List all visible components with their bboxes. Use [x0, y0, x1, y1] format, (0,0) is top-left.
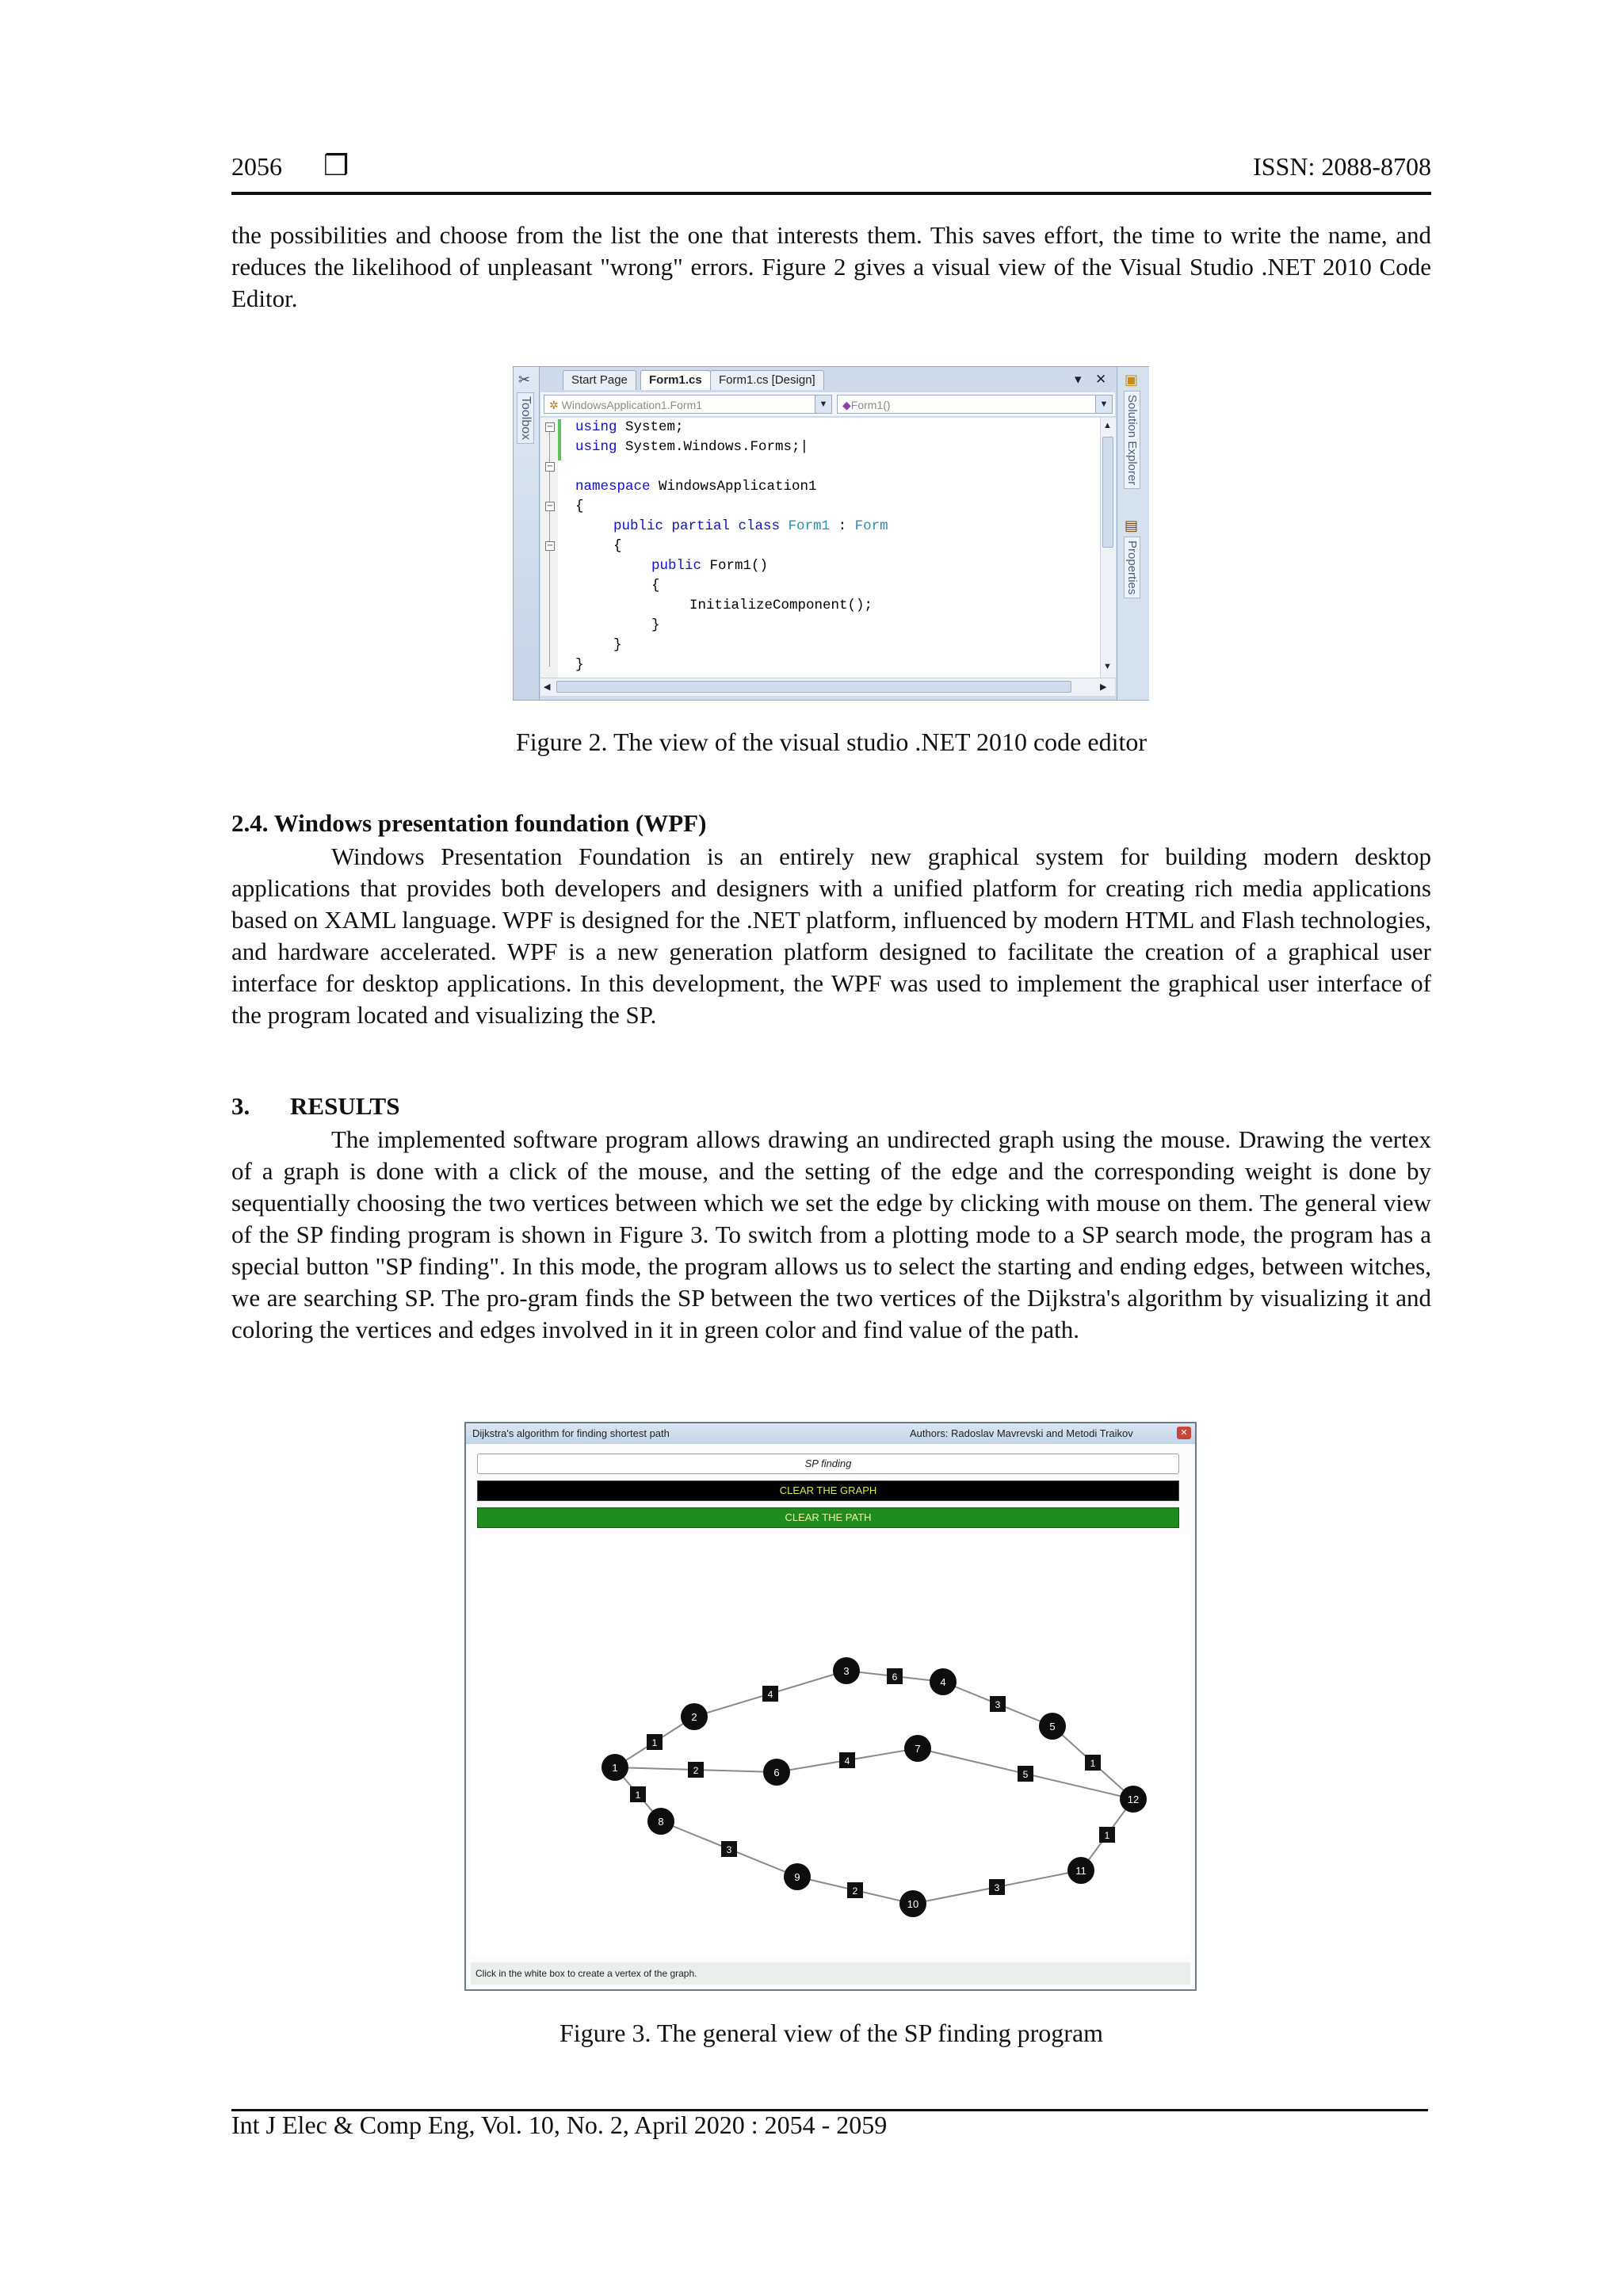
collapse-icon[interactable]: − — [546, 422, 554, 431]
edge-weight-label: 1 — [1104, 1830, 1110, 1841]
tab-form1-design[interactable]: Form1.cs [Design] — [710, 370, 824, 390]
scroll-left-icon[interactable]: ◀ — [544, 682, 551, 692]
vertex-label: 9 — [794, 1871, 800, 1883]
issn: ISSN: 2088-8708 — [1253, 152, 1431, 181]
figure3-caption: Figure 3. The general view of the SP finding program — [559, 2019, 1104, 2047]
collapse-icon[interactable]: − — [546, 462, 554, 471]
code-area[interactable] — [540, 418, 1100, 678]
chevron-down-icon[interactable]: ▼ — [1095, 395, 1112, 413]
vertex-label: 2 — [691, 1711, 697, 1723]
chevron-down-icon[interactable]: ▼ — [815, 395, 831, 413]
section-3-number: 3. — [231, 1092, 250, 1120]
edge-weight-label: 4 — [844, 1755, 850, 1767]
edge-weight-label: 6 — [892, 1671, 898, 1683]
solution-explorer-tab[interactable]: Solution Explorer — [1124, 391, 1140, 489]
code-line: public partial class Form1 : Form — [613, 518, 888, 534]
edge-weight-label: 1 — [651, 1737, 658, 1748]
edge-weight-label: 5 — [1022, 1769, 1029, 1780]
toolbox-panel[interactable] — [514, 367, 540, 700]
properties-tab[interactable]: Properties — [1124, 537, 1140, 598]
graph-drawing — [471, 1534, 1190, 1956]
tab-form1-cs[interactable]: Form1.cs — [640, 370, 711, 390]
code-line: } — [575, 657, 584, 673]
tab-start-page[interactable]: Start Page — [563, 370, 636, 390]
vertex-label: 6 — [773, 1767, 780, 1778]
code-line: } — [651, 617, 660, 633]
edge-weight-label: 1 — [635, 1790, 641, 1801]
box-icon: ❒ — [323, 150, 349, 181]
vertex-label: 10 — [907, 1898, 919, 1910]
code-line: namespace WindowsApplication1 — [575, 479, 817, 495]
vertex-label: 4 — [940, 1676, 946, 1688]
edge-weight-label: 2 — [693, 1765, 699, 1776]
section-2-4-body: Windows Presentation Foundation is an entirely new graphical system for building modern desktop applications that provides both developers and designers with a unified platform for creating rich media applications based on XAML language. WPF is designed for the .NET platform, influenced by modern HTML and Flash technologies, and hardware accelerated. WPF is a new generation platform designed to facilitate the creation of a graphical user interface for desktop applications. In this development, the WPF was used to implement the graphical user interface of the program located and visualizing the SP. — [231, 842, 1431, 1029]
edge-weight-label: 3 — [994, 1882, 1000, 1893]
section-3-body: The implemented software program allows drawing an undirected graph using the mouse. Drawing the vertex of a graph is done with a click of the mouse, and the setting of the edge and the corresponding weight is done by sequentially choosing the two vertices between which we set the edge by clicking with mouse on them. The general view of the SP finding program is shown in Figure 3. To switch from a plotting mode to a SP search mode, the program has a special button "SP finding". In this mode, the program allows us to select the starting and ending edges, between witches, we are searching SP. The pro-gram finds the SP between the two vertices of the Dijkstra's algorithm by visualizing it and coloring the vertices and edges involved in it in green color and find value of the path. — [231, 1125, 1431, 1343]
status-bar: Click in the white box to create a vertex of the graph. — [471, 1962, 1190, 1985]
app-title: Dijkstra's algorithm for finding shortest path — [472, 1427, 670, 1439]
class-combo[interactable]: ✲ WindowsApplication1.Form1 ▼ — [544, 395, 832, 414]
changed-lines-marker — [558, 419, 561, 460]
code-line: public Form1() — [651, 558, 769, 574]
edge-weight-label: 2 — [852, 1885, 858, 1897]
sp-finding-button[interactable]: SP finding — [477, 1454, 1179, 1474]
code-line: } — [613, 637, 622, 653]
code-editor-screenshot — [513, 366, 1149, 701]
scroll-thumb[interactable] — [556, 681, 1071, 693]
scroll-thumb[interactable] — [1102, 437, 1113, 548]
editor-tabs — [540, 369, 1115, 391]
solution-explorer-icon[interactable]: ▣ — [1125, 372, 1139, 388]
vertex-label: 7 — [915, 1743, 921, 1755]
vertex-label: 8 — [658, 1816, 664, 1828]
tab-dropdown-icon[interactable]: ▾ — [1075, 372, 1082, 387]
app-titlebar — [466, 1423, 1195, 1444]
edge-weight-label: 3 — [726, 1844, 732, 1855]
clear-path-button[interactable]: CLEAR THE PATH — [477, 1507, 1179, 1528]
vertex-label: 12 — [1127, 1794, 1140, 1805]
navigation-bar — [540, 392, 1115, 416]
clear-graph-button[interactable]: CLEAR THE GRAPH — [477, 1480, 1179, 1501]
sp-finding-app-screenshot — [464, 1422, 1197, 1991]
method-icon: ◆ — [842, 399, 851, 411]
scroll-right-icon[interactable]: ▶ — [1100, 682, 1107, 692]
close-icon[interactable]: ✕ — [1095, 372, 1107, 387]
page-number: 2056 — [231, 152, 282, 181]
vertex-label: 11 — [1075, 1865, 1086, 1877]
collapse-icon[interactable]: − — [546, 541, 554, 550]
edge-weight-label: 1 — [1090, 1758, 1096, 1769]
toolbox-pin-icon[interactable]: ✂ — [518, 372, 531, 388]
vertical-scrollbar[interactable] — [1100, 418, 1116, 678]
section-3-heading: RESULTS — [290, 1092, 400, 1120]
class-icon: ✲ — [549, 399, 562, 411]
scroll-down-icon[interactable]: ▼ — [1103, 662, 1112, 671]
code-line: InitializeComponent(); — [689, 598, 873, 613]
code-line: using System.Windows.Forms;| — [575, 439, 809, 455]
member-combo[interactable]: ◆Form1() ▼ — [837, 395, 1113, 414]
properties-icon[interactable]: ▤ — [1125, 518, 1139, 533]
edge-weight-label: 3 — [995, 1699, 1001, 1710]
vertex-label: 5 — [1049, 1721, 1056, 1733]
vertex-label: 1 — [612, 1762, 618, 1774]
graph-canvas[interactable] — [471, 1534, 1190, 1956]
collapse-icon[interactable]: − — [546, 502, 554, 510]
figure2-caption: Figure 2. The view of the visual studio .NET 2010 code editor — [515, 728, 1147, 756]
edge-weight-label: 4 — [767, 1689, 773, 1700]
code-line: using System; — [575, 419, 684, 435]
vertex-label: 3 — [843, 1665, 850, 1677]
code-line: { — [651, 578, 660, 594]
app-authors: Authors: Radoslav Mavrevski and Metodi Traikov — [910, 1427, 1133, 1439]
code-line: { — [575, 499, 584, 514]
horizontal-scrollbar[interactable] — [540, 678, 1115, 696]
footer-citation: Int J Elec & Comp Eng, Vol. 10, No. 2, April 2020 : 2054 - 2059 — [231, 2111, 888, 2139]
toolbox-label: Toolbox — [517, 392, 534, 444]
section-2-4-heading: 2.4. Windows presentation foundation (WPF) — [231, 809, 707, 837]
side-panels — [1117, 367, 1149, 700]
scroll-up-icon[interactable]: ▲ — [1103, 421, 1112, 430]
intro-paragraph: the possibilities and choose from the list the one that interests them. This saves effort, the time to write the name, and reduces the likelihood of unpleasant "wrong" errors. Figure 2 gives a visual view of the Visual Studio .NET 2010 Code Editor. — [231, 221, 1431, 312]
header-rule — [231, 192, 1431, 195]
code-line: { — [613, 538, 622, 554]
close-icon[interactable]: ✕ — [1177, 1427, 1191, 1439]
